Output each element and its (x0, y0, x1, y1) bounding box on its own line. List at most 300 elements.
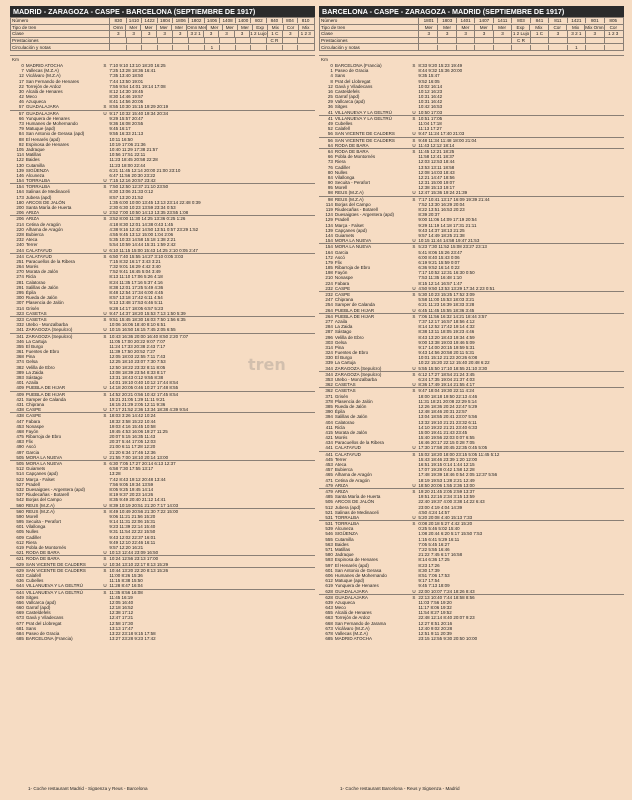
km-cell: 30 (18, 88, 24, 94)
times-cell: 9:35 15:47 (418, 73, 440, 79)
header-cell (548, 38, 566, 43)
times-cell: 15:02 18:20 18:00 23:15 5:05 11:45 5:12 (418, 451, 500, 457)
times-cell: 8:33 9:20 15:23 19:49 (418, 62, 463, 68)
station-name: El Henarés (apd) (334, 562, 369, 568)
km-cell: 580 (325, 552, 333, 558)
km-cell: 129 (325, 217, 333, 223)
station-name: Sitges (25, 594, 39, 600)
arrival-departure-flag: S (103, 589, 107, 595)
times-cell: 4:18 8:30 12:01 14:38 0:43 1:45 (109, 221, 174, 227)
table-row (10, 327, 315, 332)
station-name: CALATAYUD (25, 247, 52, 253)
station-name: MADRID ATOCHA (334, 636, 372, 642)
km-cell: 4 (330, 73, 333, 79)
times-cell: 6:36 9:52 16:14 0:22 (418, 265, 460, 271)
km-cell: 84 (327, 174, 333, 180)
times-cell: 9:29 11:19 14:18 17:31 21:11 (418, 222, 477, 228)
times-cell: 13:53 13:11 18:58 (418, 164, 455, 170)
times-cell: 12:38 15:13 19:17 (418, 185, 455, 191)
header-cell: Mer (156, 25, 171, 30)
station-name: SAN VICENTE DE CALDERS (334, 131, 395, 137)
arrival-departure-flag: S (103, 316, 107, 322)
station-name: Riera (334, 159, 346, 165)
left-number-row (11, 18, 315, 25)
right-classes (419, 31, 624, 38)
times-cell: 10:31 16:42 (418, 94, 443, 100)
km-cell: 180 (16, 199, 24, 205)
km-cell: 240 (16, 242, 24, 248)
station-name: Samper de Calanda (334, 302, 375, 308)
km-cell: 57 (18, 104, 24, 110)
times-cell: 14:01 19:10 0:40 10:12 17:44 8:54 (109, 380, 179, 386)
km-cell: 64 (327, 142, 333, 148)
times-cell: 7:17 10:52 12:31 16:30 0:50 (418, 270, 475, 276)
header-cell: 1801 (423, 18, 434, 24)
times-cell: 10:50 17:03 (418, 109, 443, 115)
left-footnote: 1- Coche restaurant Madrid - Sigüenza y Reus - Barcelona (28, 786, 148, 791)
table-row (319, 382, 624, 387)
station-name: Espinosa de Henares (25, 141, 69, 147)
times-cell: 14:18 20:05 0:46 10:27 17:48 8:55 (109, 385, 179, 391)
right-services-row (320, 37, 624, 44)
left-class-row (11, 31, 315, 38)
arrival-departure-flag: U (103, 178, 107, 184)
km-cell: 542 (16, 497, 24, 503)
station-name: RODA DE BARA (334, 142, 369, 148)
station-name: Alcuneza (334, 526, 354, 532)
header-cell: 801 (585, 18, 603, 23)
times-cell: 6:00 8:40 15:43 0:06 (418, 254, 460, 260)
times-cell: 5:54 10:59 14:44 15:31 1:59 2:42 (109, 242, 176, 248)
times-cell: 4:50 4:24 14:57 (418, 509, 450, 515)
km-cell: 164 (325, 249, 333, 255)
station-name: Cutamilla (25, 162, 45, 168)
station-name: Prat del Llobregat (334, 78, 371, 84)
station-name: La Zaida (334, 324, 353, 330)
km-cell: 404 (325, 419, 333, 425)
station-name: MORA LA NUEVA (25, 461, 63, 467)
notes-label: Circulación y notas (11, 44, 110, 51)
station-name: Sástago (25, 375, 43, 381)
arrival-departure-flag: U (103, 310, 107, 316)
km-cell: 457 (325, 467, 333, 473)
station-name: Bubierca (334, 467, 353, 473)
header-cell (420, 38, 437, 43)
header-cell: 804 (282, 18, 298, 23)
km-cell: 0 (21, 62, 24, 68)
times-cell: 19:45 4:53 16:06 19:27 11:25 (109, 428, 168, 434)
times-cell: 11:05 17:00 20:22 9:07 7:07 (109, 338, 166, 344)
times-cell: 8:38 13:11 18:05 19:23 4:46 (418, 329, 475, 335)
header-cell: Cor (548, 25, 566, 30)
times-cell: 9:31 11:54 22:22 15:50 (109, 529, 156, 535)
header-cell: Omn Mer (187, 24, 207, 30)
header-cell (250, 45, 266, 50)
arrival-departure-flag: U (412, 307, 416, 313)
km-cell: 636 (16, 578, 24, 584)
station-name: Sitges (334, 104, 348, 110)
times-cell: 20:37 5:44 17:05 12:03 (109, 439, 156, 445)
km-cell: 355 (16, 343, 24, 349)
header-cell (111, 45, 126, 50)
station-name: Riudecañas - Botarell (334, 207, 378, 213)
times-cell: 11:54 8:27 19:52 (418, 610, 452, 616)
header-cell: 1 2 Lujo (512, 31, 530, 37)
km-cell: 344 (325, 371, 333, 377)
station-name: SAN VICENTE DE CALDERS (25, 567, 86, 573)
times-cell: 9:47 11:24 17:40 21:03 (418, 131, 465, 137)
km-cell: 206 (16, 210, 24, 216)
arrival-departure-flag: U (412, 588, 416, 594)
times-cell: 19:51 22:16 2:34 3:15 13:59 (418, 494, 475, 500)
times-cell: 8:48 12:54 17:34 6:00 4:45 (109, 290, 164, 296)
km-cell: 314 (325, 344, 333, 350)
times-cell: 18:03 3:26 14:42 10:24 (109, 413, 156, 419)
arrival-departure-flag: S (103, 104, 107, 110)
km-cell: 521 (325, 509, 333, 515)
km-cell: 522 (16, 476, 24, 482)
times-cell: 6:50 7:40 15:55 14:27 3:10 0:05 3:03 (109, 253, 184, 259)
times-cell: 22:13 10:40 7:44 18:58 8:56 (418, 594, 475, 600)
km-cell: 134 (325, 222, 333, 228)
arrival-departure-flag: S (412, 451, 416, 457)
station-name: Alcalá de Henares (25, 88, 63, 94)
header-cell (172, 38, 188, 43)
times-cell: 8:24 11:35 17:16 5:37 4:16 (109, 279, 163, 285)
station-name: La Cartuja (334, 360, 356, 366)
table-row (10, 562, 315, 567)
times-cell: 10:56 17:51 22:11 (109, 152, 146, 158)
times-cell: 8:15 12:14 16:57 1:47 (418, 280, 463, 286)
times-cell: 4:55 9:45 13:12 15:00 1:04 2:06 (109, 231, 174, 237)
km-cell: 471 (325, 477, 333, 483)
times-cell: 10:02 16:14 (418, 83, 443, 89)
times-cell: 9:00 11:06 14:09 17:19 20:54 (418, 217, 477, 223)
station-name: ZARAGOZA (Sepulcro) (334, 365, 382, 371)
times-cell: 11:03 7:56 19:20 (418, 599, 452, 605)
station-name: Terrer (334, 456, 347, 462)
km-cell: 324 (325, 350, 333, 356)
header-cell: Exp (252, 25, 267, 30)
km-cell: 124 (325, 212, 333, 218)
station-name: Salillas de Jalón (25, 284, 59, 290)
times-cell: 13:28 (109, 471, 121, 477)
header-cell: 1 (204, 45, 220, 50)
times-cell: 10:31 16:42 (418, 99, 443, 105)
station-name: Humanes de Mohernando (25, 121, 78, 127)
station-name: MADRID ATOCHA (25, 62, 63, 68)
km-cell: 254 (325, 302, 333, 308)
times-cell: 8:35 9:49 20:40 21:12 14:41 (109, 497, 166, 503)
km-cell: 291 (16, 284, 24, 290)
station-name: Alhama de Aragón (334, 472, 372, 478)
station-name: BARCELONA (Francia) (334, 62, 382, 68)
station-name: Plasencia de Jalón (334, 398, 373, 404)
times-cell: 9:17 17:54 (418, 578, 440, 584)
km-cell: 114 (16, 152, 24, 158)
km-cell: 139 (16, 167, 24, 173)
km-cell: 114 (325, 201, 333, 207)
station-name: Ateca (25, 237, 38, 243)
header-cell (282, 45, 298, 50)
station-name: Guiamets (25, 466, 46, 472)
km-cell: 173 (16, 194, 24, 200)
times-cell: 8:30 13:06 21:33 0:12 (109, 189, 154, 195)
table-row (10, 385, 315, 390)
station-name: Fayón (334, 270, 348, 276)
arrival-departure-flag: S (103, 62, 107, 68)
station-name: CASETAS (25, 316, 47, 322)
header-cell: 1804 (157, 18, 173, 23)
times-cell: 6:21 11:23 16:39 18:33 3:28 (418, 302, 475, 308)
header-cell (219, 38, 235, 43)
km-cell: 531 (325, 514, 333, 520)
times-cell: 12:21 14:47 18:56 (418, 174, 455, 180)
arrival-departure-flag: S (412, 388, 416, 394)
arrival-departure-flag: U (412, 365, 416, 371)
times-cell: 11:15 8:38 15:50 (109, 578, 143, 584)
km-cell: 597 (325, 562, 333, 568)
times-cell: 12:08 14:03 18:43 (418, 169, 455, 175)
header-cell: Exp (511, 25, 529, 30)
km-cell: 314 (16, 305, 24, 311)
header-cell: 1401 (456, 18, 474, 23)
station-name: Sans (334, 73, 346, 79)
times-cell: 8:19 9:37 20:23 14:26 (109, 492, 154, 498)
station-name: RODA DE BARA (334, 148, 369, 154)
km-cell: 76 (327, 164, 333, 170)
times-cell: 9:36 16:08 20:55 (109, 121, 144, 127)
station-name: Ricla (25, 274, 36, 280)
station-name: Calatorao (25, 279, 46, 285)
left-classes (110, 31, 315, 38)
times-cell: 2:30 6:30 10:23 13:59 23:34 0:53 (109, 205, 176, 211)
header-cell (157, 38, 173, 43)
station-name: Marça - Falset (334, 222, 364, 228)
km-cell: 22 (18, 83, 24, 89)
times-cell: 6:24 17:35 19:04 21:37 4:03 (418, 377, 475, 383)
right-number-row (320, 18, 624, 25)
km-cell: 655 (325, 610, 333, 616)
times-cell: 23:00 4:19 4:04 14:39 (418, 504, 463, 510)
header-cell: Mer (171, 25, 186, 30)
km-cell: 453 (325, 462, 333, 468)
km-cell: 323 (16, 310, 24, 316)
station-name: PUEBLA DE HIJAR (25, 385, 66, 391)
station-name: Utebo - Monzalbarba (25, 322, 68, 328)
km-cell: 483 (16, 439, 24, 445)
times-cell: 8:23 17:26 (418, 562, 440, 568)
table-row (319, 445, 624, 450)
times-cell: 10:15 16:50 16:15 7:45 2:05 6:55 (109, 327, 176, 333)
km-cell: 601 (325, 567, 333, 573)
times-cell: 0:25 5:46 5:02 15:40 (418, 526, 460, 532)
header-cell: C R (511, 38, 529, 43)
times-cell: 10:42 16:53 (418, 104, 443, 110)
station-name: CASPE (25, 407, 42, 413)
times-cell: 8:38 12:01 17:25 5:49 4:36 (109, 284, 164, 290)
station-name: Azuqueca (25, 99, 46, 105)
km-cell: 206 (16, 216, 24, 222)
times-cell: 12:18 16:52 (109, 605, 134, 611)
header-cell: 3 (282, 31, 297, 36)
times-cell: 12:50 18:22 23:32 8:11 8:05 (109, 364, 166, 370)
arrival-departure-flag: S (103, 216, 107, 222)
times-cell: 11:58 12:41 18:37 (418, 154, 455, 160)
arrival-departure-flag: U (412, 514, 416, 520)
arrival-departure-flag: S (103, 567, 107, 573)
arrival-departure-flag: S (103, 391, 107, 397)
times-cell: 6:30 7:05 17:27 20:14 6:13 12:37 (109, 461, 176, 467)
km-cell: 287 (325, 329, 333, 335)
station-name: Capçanes (apd) (334, 227, 367, 233)
left-services (110, 37, 315, 44)
table-row (319, 190, 624, 195)
times-cell: 8:05 9:25 19:45 14:14 (109, 486, 154, 492)
left-notes (110, 44, 315, 51)
km-cell: 441 (325, 445, 333, 451)
km-cell: 307 (16, 300, 24, 306)
km-cell: 438 (16, 413, 24, 419)
right-notes (419, 44, 624, 51)
km-cell: 612 (325, 578, 333, 584)
km-cell: 605 (16, 529, 24, 535)
station-name: Borjas del Campo (25, 497, 62, 503)
table-row (319, 143, 624, 148)
times-cell: 7:52 13:30 16:29 20:04 (418, 201, 465, 207)
arrival-departure-flag: U (103, 502, 107, 508)
arrival-departure-flag: U (103, 110, 107, 116)
times-cell: 10:12 16:23 (418, 88, 443, 94)
station-name: CALATAYUD (334, 451, 361, 457)
km-cell: 41 (327, 115, 333, 121)
times-cell: 12:38 17:12 (109, 610, 134, 616)
header-cell: 1 2 Lujo (250, 31, 267, 37)
header-cell: 1407 (474, 18, 492, 23)
station-name: Nulles (334, 169, 348, 175)
km-cell: 264 (325, 307, 333, 313)
km-cell: 639 (325, 599, 333, 605)
km-cell: 409 (16, 385, 24, 391)
times-cell: 8:14 12:52 17:42 19:14 4:32 (418, 324, 475, 330)
km-cell: 401 (16, 380, 24, 386)
times-cell: 23:15 12:55 9:30 20:50 10:00 (418, 636, 478, 642)
times-cell: 9:43 14:56 20:58 20:11 5:31 (418, 350, 475, 356)
station-name: El Henarés (apd) (25, 136, 60, 142)
times-cell: 13:08 18:39 23:54 8:33 8:17 (109, 369, 166, 375)
station-name: Casteldefels (334, 88, 360, 94)
station-name: Morés (25, 264, 39, 270)
km-cell: 17 (18, 78, 24, 84)
header-cell: 3 (493, 31, 511, 36)
station-name: Jubera (apd) (334, 504, 361, 510)
table-row (10, 104, 315, 109)
times-cell: 9:48 11:34 11:48 18:00 21:04 (418, 137, 477, 143)
arrival-departure-flag: S (412, 62, 416, 68)
km-cell: 284 (325, 324, 333, 330)
km-cell: 673 (325, 625, 333, 631)
station-name: TORRALBA (25, 184, 51, 190)
station-name: Alcuneza (25, 172, 45, 178)
station-name: Pobla de Montornés (25, 545, 67, 551)
km-cell: 210 (325, 275, 333, 281)
class-label: Clase (320, 31, 419, 38)
times-cell: 9:06 11:21 21:56 15:20 (109, 513, 156, 519)
times-cell: 12:27 8:51 20:16 (418, 620, 453, 626)
times-cell: 9:17 10:32 15:40 19:34 20:34 (109, 110, 169, 116)
header-cell: Mer (206, 25, 221, 30)
times-cell: 11:31 18:21 20:08 22:29 5:14 (418, 398, 477, 404)
times-cell: 8:41 14:56 20:05 (109, 99, 144, 105)
header-cell: 3 (125, 31, 140, 36)
table-row (319, 110, 624, 115)
arrival-departure-flag: U (103, 327, 107, 333)
header-cell: 1 2 3 (298, 31, 313, 36)
station-name: Baides (334, 541, 349, 547)
km-cell: 563 (325, 541, 333, 547)
times-cell: 11:45 12:21 18:25 (418, 148, 455, 154)
km-cell: 669 (16, 610, 24, 616)
station-name: Paracuellos de la Ribera (334, 440, 384, 446)
station-name: Vicálvaro (M.Z.A) (334, 625, 370, 631)
station-name: Cubelles (334, 121, 353, 127)
station-name: Alhama de Aragón (25, 226, 63, 232)
times-cell: 11:28 8:47 16:04 (109, 583, 143, 589)
km-cell: 512 (16, 466, 24, 472)
right-numbers (419, 18, 624, 25)
arrival-departure-flag: U (412, 285, 416, 291)
station-name: Grisén (25, 305, 40, 311)
notes-label: Circulación y notas (320, 44, 419, 51)
station-name: GUADALAJARA (25, 110, 59, 116)
times-cell: 8:12 14:30 19:45 (109, 88, 144, 94)
left-services-row (11, 37, 315, 44)
times-cell: 17:30 17:58 20:45 22:35 0:45 5:05 (418, 445, 488, 451)
km-cell: 656 (16, 599, 24, 605)
header-cell (141, 38, 157, 43)
station-name: Cutamilla (334, 536, 354, 542)
km-cell: 612 (16, 539, 24, 545)
times-cell: 12:40 9:02 20:28 (418, 625, 453, 631)
km-cell: 490 (16, 444, 24, 450)
station-name: Riera (25, 539, 37, 545)
times-cell: 9:51 15:45 18:30 16:03 7:50 1:56 6:35 (109, 316, 186, 322)
right-services (419, 37, 624, 44)
station-name: Fuentes de Ebro (334, 350, 369, 356)
arrival-departure-flag: U (412, 238, 416, 244)
km-cell: 42 (18, 94, 24, 100)
header-cell: 1410 (126, 18, 142, 23)
station-name: Vallecas (M.Z.A) (25, 68, 59, 74)
station-name: REUS (M.Z.A) (334, 196, 364, 202)
km-cell: 601 (16, 524, 24, 530)
arrival-departure-flag: S (103, 184, 107, 190)
station-name: ZARAGOZA (Sepulcro) (25, 333, 73, 339)
header-cell: 1422 (141, 18, 157, 23)
header-cell (604, 38, 622, 43)
km-cell: 228 (16, 231, 24, 237)
station-name: Vilallonga (25, 524, 46, 530)
station-name: Alcalá de Henares (334, 610, 372, 616)
km-cell: 146 (16, 172, 24, 178)
station-name: Salillas de Jalón (334, 414, 368, 420)
station-name: Matillas (334, 547, 351, 553)
km-cell: 251 (16, 258, 24, 264)
arrival-departure-flag: U (412, 382, 416, 388)
station-name: Ateca (334, 462, 347, 468)
station-name: Santa María de Huerta (334, 494, 381, 500)
arrival-departure-flag: U (412, 131, 416, 137)
